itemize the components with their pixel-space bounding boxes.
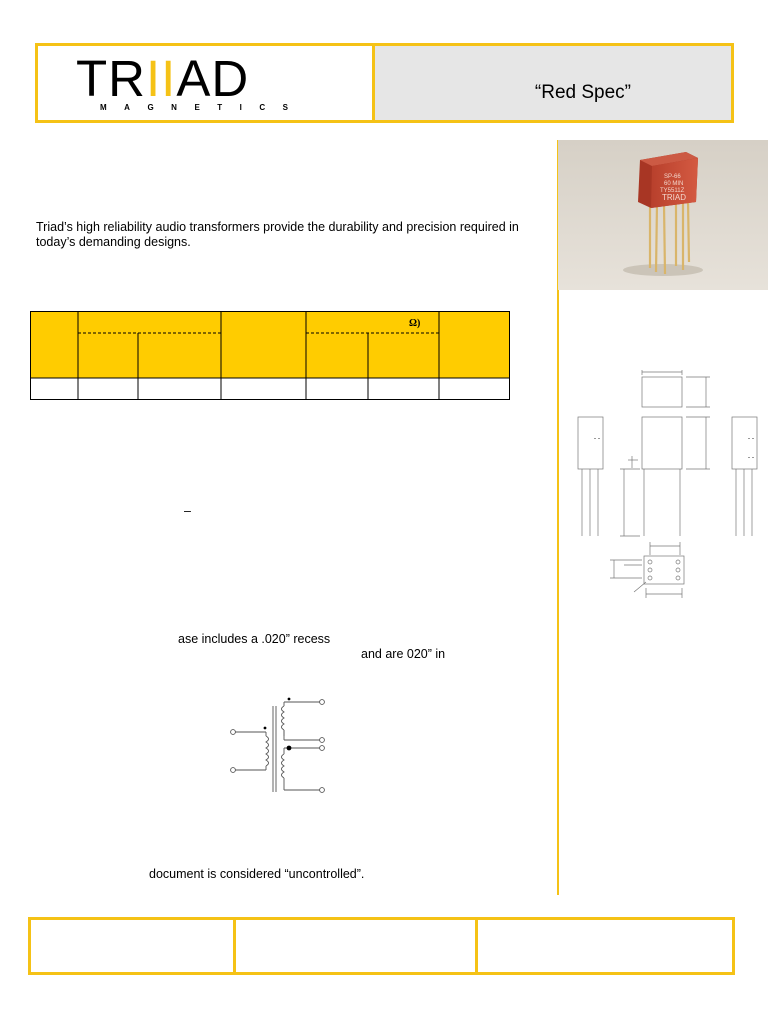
svg-text:SP-66: SP-66	[664, 174, 681, 180]
svg-text:60 MIN: 60 MIN	[664, 181, 684, 187]
table-header-symbol: Ω)	[409, 318, 421, 329]
footer-cell-right	[478, 920, 732, 972]
dash-mark: –	[184, 504, 191, 518]
intro-paragraph: Triad’s high reliability audio transformers provide the durability and precision required in today’s demanding designs.	[36, 220, 519, 249]
svg-text:TRIAD: TRIAD	[662, 193, 686, 202]
spec-table	[30, 311, 510, 400]
note-uncontrolled: document is considered “uncontrolled”.	[149, 867, 365, 881]
logo: TRIIAD	[76, 50, 250, 107]
logo-subtitle: MAGNETICS	[100, 103, 306, 112]
product-photo	[558, 140, 768, 290]
footer-box	[28, 917, 735, 975]
note-recess: ase includes a .020” recess	[178, 632, 331, 646]
footer-cell-left	[31, 920, 233, 972]
svg-text:TY5511Z: TY5511Z	[660, 188, 685, 194]
dimension-drawing	[570, 360, 766, 605]
header-title-panel	[375, 46, 731, 120]
footer-cell-middle	[236, 920, 475, 972]
header-box	[35, 43, 734, 123]
winding-schematic	[226, 692, 330, 796]
note-pins: and are 020” in	[361, 647, 446, 661]
page-title: “Red Spec”	[534, 82, 631, 103]
